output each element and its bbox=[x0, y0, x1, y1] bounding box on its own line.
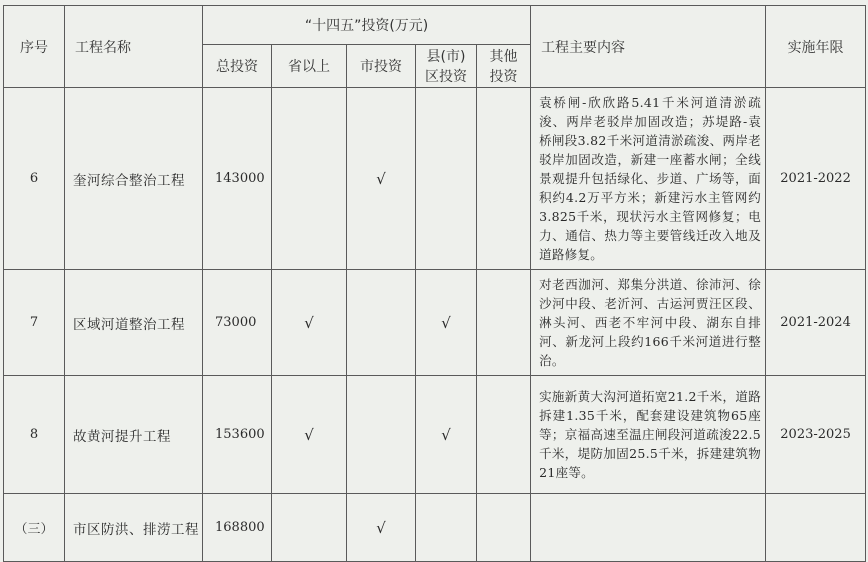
header-investment-group: “十四五”投资(万元) bbox=[203, 6, 531, 45]
header-county-line1: 县(市) bbox=[426, 49, 466, 65]
header-total: 总投资 bbox=[203, 45, 272, 88]
row-seq: 8 bbox=[4, 376, 65, 494]
row-other bbox=[477, 376, 531, 494]
row-county: √ bbox=[416, 270, 477, 376]
header-county bbox=[416, 45, 477, 88]
row-total: 153600 bbox=[203, 376, 272, 494]
row-county bbox=[416, 88, 477, 270]
row-name: 奎河综合整治工程 bbox=[65, 88, 203, 270]
row-county: √ bbox=[416, 376, 477, 494]
row-total: 168800 bbox=[203, 494, 272, 562]
table-row bbox=[4, 88, 866, 270]
table-row bbox=[4, 270, 866, 376]
header-provincial: 省以上 bbox=[272, 45, 347, 88]
row-period: 2021-2024 bbox=[766, 270, 866, 376]
row-period bbox=[766, 494, 866, 562]
row-seq: 7 bbox=[4, 270, 65, 376]
row-city: √ bbox=[347, 494, 416, 562]
header-period: 实施年限 bbox=[766, 6, 866, 88]
header-city: 市投资 bbox=[347, 45, 416, 88]
header-content: 工程主要内容 bbox=[531, 6, 766, 88]
row-provincial: √ bbox=[272, 376, 347, 494]
row-content bbox=[531, 494, 766, 562]
row-period: 2023-2025 bbox=[766, 376, 866, 494]
table-row bbox=[4, 376, 866, 494]
header-row-1 bbox=[4, 6, 866, 45]
header-other-line1: 其他 bbox=[489, 49, 518, 65]
row-provincial bbox=[272, 88, 347, 270]
investment-table bbox=[3, 5, 866, 562]
table-row bbox=[4, 494, 866, 562]
row-total: 73000 bbox=[203, 270, 272, 376]
header-other-line2: 投资 bbox=[489, 69, 518, 85]
row-seq: 6 bbox=[4, 88, 65, 270]
row-content: 实施新黄大沟河道拓宽21.2千米，道路拆建1.35千米，配套建设建筑物65座等；京福高速至温庄闸段河道疏浚22.5千米，堤防加固25.5千米，拆建建筑物21座等。 bbox=[531, 376, 766, 494]
row-name: 故黄河提升工程 bbox=[65, 376, 203, 494]
header-other bbox=[477, 45, 531, 88]
row-other bbox=[477, 494, 531, 562]
row-city: √ bbox=[347, 88, 416, 270]
row-city bbox=[347, 270, 416, 376]
row-other bbox=[477, 88, 531, 270]
header-county-line2: 区投资 bbox=[425, 69, 467, 85]
row-provincial: √ bbox=[272, 270, 347, 376]
row-provincial bbox=[272, 494, 347, 562]
row-city bbox=[347, 376, 416, 494]
row-content: 对老西泇河、郑集分洪道、徐沛河、徐沙河中段、老沂河、古运河贾汪区段、淋头河、西老不牢河中段、湖东自排河、新龙河上段约166千米河道进行整治。 bbox=[531, 270, 766, 376]
row-other bbox=[477, 270, 531, 376]
row-period: 2021-2022 bbox=[766, 88, 866, 270]
row-name: 区域河道整治工程 bbox=[65, 270, 203, 376]
header-seq: 序号 bbox=[4, 6, 65, 88]
row-name: 市区防洪、排涝工程 bbox=[65, 494, 203, 562]
row-content: 袁桥闸-欣欣路5.41千米河道清淤疏浚、两岸老驳岸加固改造；苏堤路-袁桥闸段3.82千米河道清淤疏浚、两岸老驳岸加固改造，新建一座蓄水闸；全线景观提升包括绿化、步道、广场等，面积约4.2万平方米；新建污水主管网约3.825千米，现状污水主管网修复；电力、通信、热力等主要管线迁改入地及道路修复。 bbox=[531, 88, 766, 270]
header-name: 工程名称 bbox=[65, 6, 203, 88]
row-total: 143000 bbox=[203, 88, 272, 270]
row-county bbox=[416, 494, 477, 562]
row-seq: （三） bbox=[4, 494, 65, 562]
